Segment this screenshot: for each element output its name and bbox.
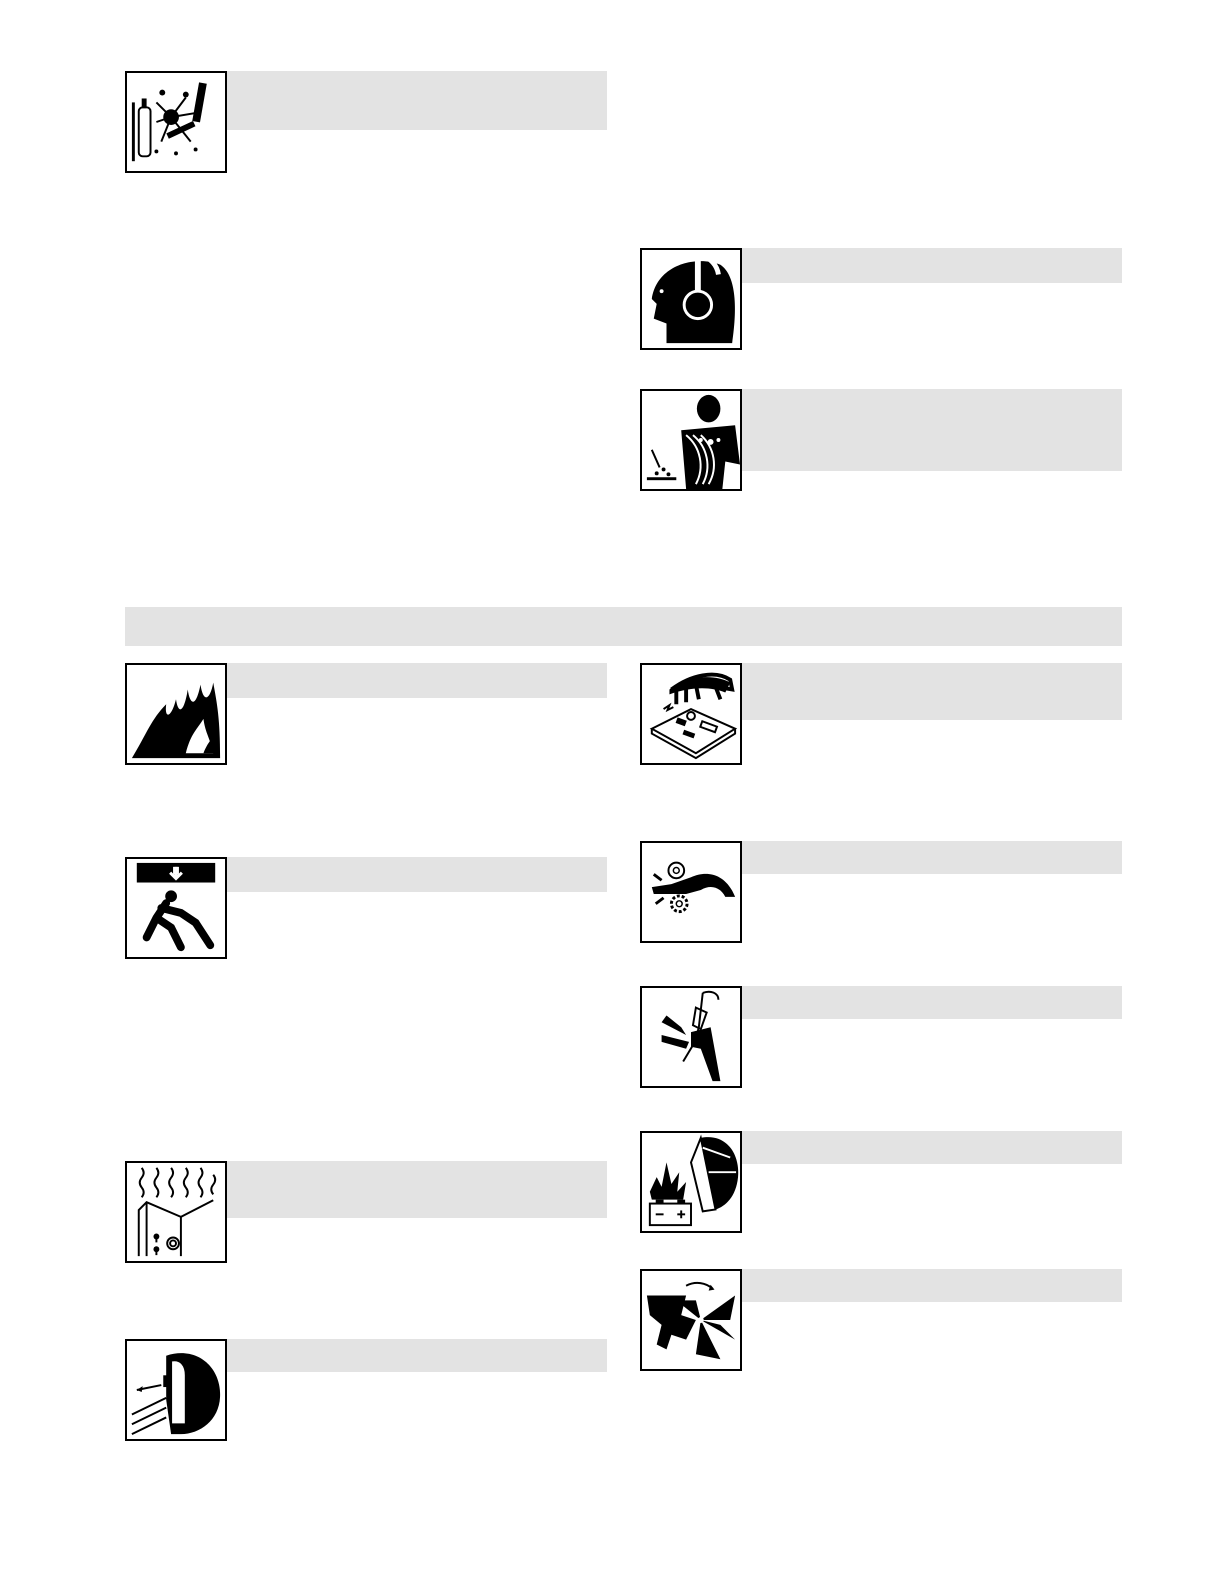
hazard-title	[227, 857, 607, 869]
section-header-bar	[125, 607, 1122, 646]
hazard-title-bar-flying-metal	[227, 1339, 607, 1372]
hazard-title-bar-falling	[227, 857, 607, 892]
hazard-title	[227, 1161, 607, 1173]
hazard-title-bar-hearing	[742, 248, 1122, 283]
section-title	[125, 607, 1122, 627]
hazard-title-bar-cylinder	[227, 71, 607, 130]
hazard-title	[742, 389, 1122, 401]
hazard-title-bar-fire	[227, 663, 607, 698]
hazard-title-bar-fan	[742, 1269, 1122, 1302]
static-electricity-board-icon	[640, 663, 742, 765]
falling-equipment-icon	[125, 857, 227, 959]
overheating-icon	[125, 1161, 227, 1263]
hazard-title-bar-welding-wire	[742, 986, 1122, 1019]
hazard-title	[227, 71, 607, 83]
fire-icon	[125, 663, 227, 765]
hazard-title-bar-static	[742, 663, 1122, 720]
hazard-title	[742, 248, 1122, 260]
hazard-title	[742, 663, 1122, 675]
emf-pacemaker-icon	[640, 389, 742, 491]
hazard-title-bar-overheating	[227, 1161, 607, 1218]
hazard-title	[742, 841, 1122, 853]
hazard-title	[227, 663, 607, 675]
moving-parts-rollers-icon	[640, 841, 742, 943]
hazard-title	[742, 1131, 1122, 1143]
hazard-title	[742, 1269, 1122, 1281]
hazard-title-bar-moving-parts	[742, 841, 1122, 874]
hazard-title-bar-battery	[742, 1131, 1122, 1164]
hazard-title-bar-emf	[742, 389, 1122, 471]
hazard-title	[227, 1339, 607, 1351]
welding-wire-hand-icon	[640, 986, 742, 1088]
flying-metal-helmet-icon	[125, 1339, 227, 1441]
fan-blade-hand-icon	[640, 1269, 742, 1371]
cylinder-explosion-icon	[125, 71, 227, 173]
hazard-title	[742, 986, 1122, 998]
hearing-protection-icon	[640, 248, 742, 350]
battery-explosion-icon	[640, 1131, 742, 1233]
